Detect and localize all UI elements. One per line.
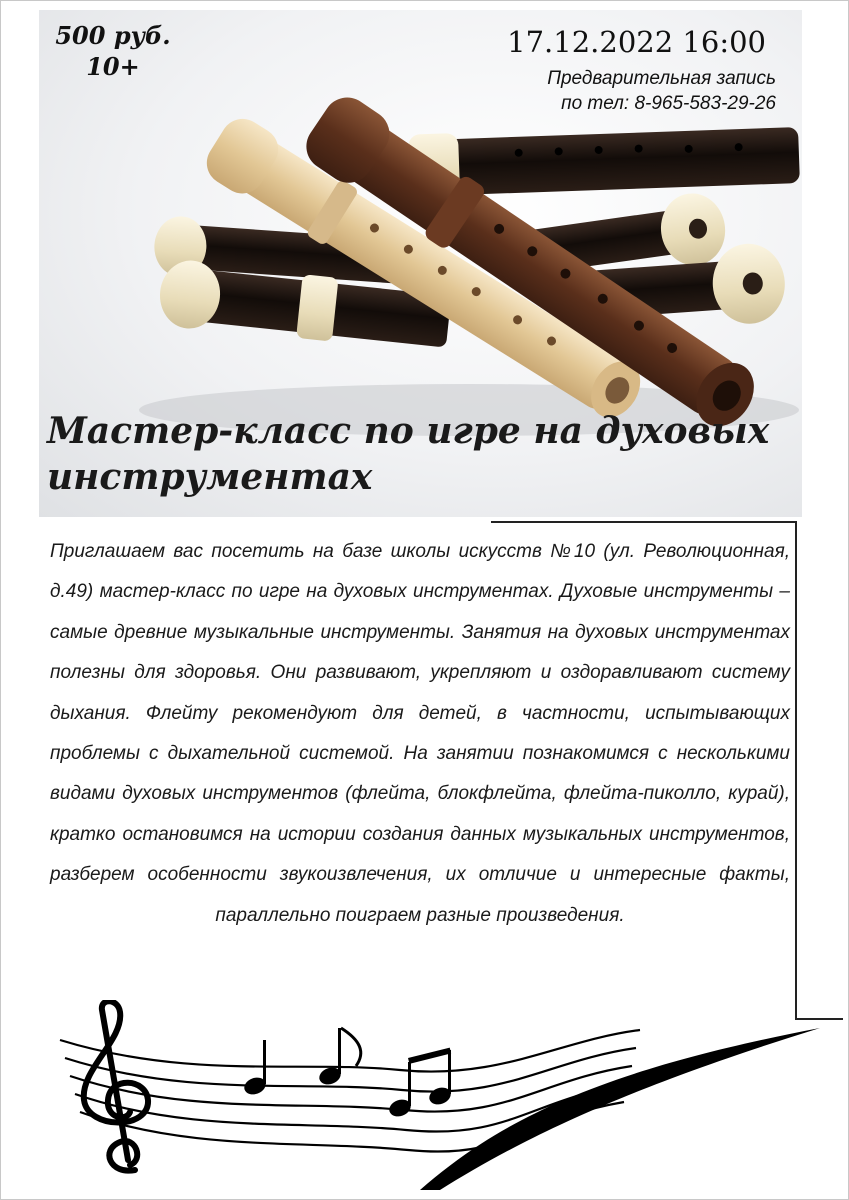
booking-line-1: Предварительная запись <box>547 68 776 89</box>
frame-line-right <box>795 521 797 1019</box>
hero-photo <box>39 10 802 517</box>
price: 500 руб. <box>55 21 171 50</box>
poster-title: Мастер-класс по игре на духовых инструментах <box>47 410 770 498</box>
event-date-time: 17.12.2022 16:00 <box>507 25 766 59</box>
booking-phone: по тел: 8-965-583-29-26 <box>561 93 776 114</box>
event-description: Приглашаем вас посетить на базе школы искусств №10 (ул. Революционная, д.49) мастер-класс по игре на духовых инструментах. Духовые инструменты – самые древние музыкальные инструменты. Занятия на духовых инструментах полезны для здоровья. Они развивают, укрепляют и оздоравливают систему дыхания. Флейту рекомендуют для детей, в частности, испытывающих проблемы с дыхательной системой. На занятии познакомимся с несколькими видами духовых инструментов (флейта, блокфлейта, флейта-пиколло, курай), кратко остановимся на истории создания данных музыкальных инструментов, разберем особенности звукоизвлечения, их отличие и интересные факты, параллельно поиграем разные произведения. <box>50 541 790 926</box>
age-rating: 10+ <box>86 52 140 81</box>
event-info <box>446 24 776 116</box>
treble-clef-icon <box>84 1001 148 1170</box>
price-and-age <box>53 20 173 82</box>
frame-line-top <box>491 521 796 523</box>
music-staff-decoration <box>40 1000 840 1190</box>
